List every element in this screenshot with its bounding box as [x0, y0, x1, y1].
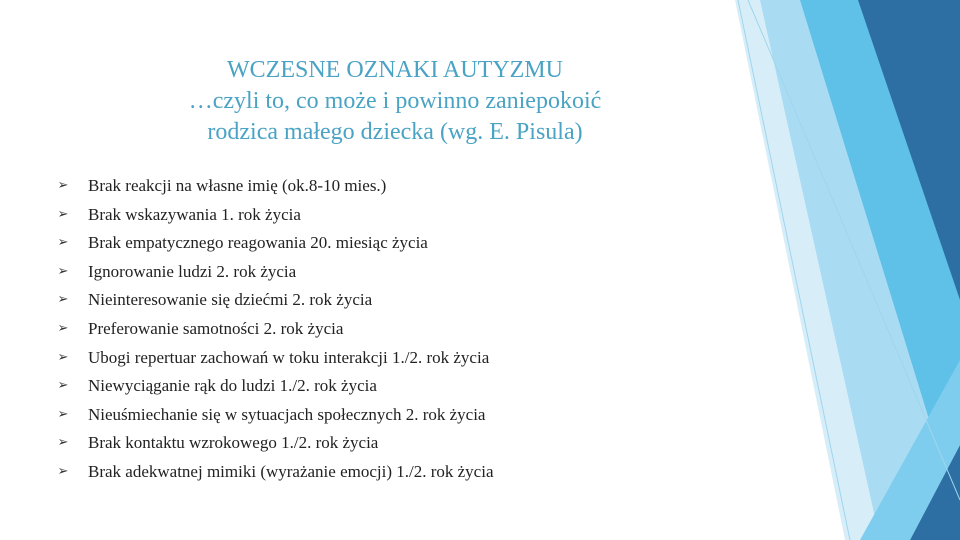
arrow-bullet-icon: ➢ [57, 378, 69, 394]
arrow-bullet-icon: ➢ [57, 206, 69, 222]
bullet-text: Nieuśmiechanie się w sytuacjach społecznych 2. rok życia [88, 404, 486, 424]
bullet-text: Brak reakcji na własne imię (ok.8-10 mies.) [88, 176, 387, 195]
bullet-text: Ubogi repertuar zachowań w toku interakcji 1./2. rok życia [88, 347, 490, 367]
arrow-bullet-icon: ➢ [57, 435, 69, 451]
arrow-bullet-icon: ➢ [57, 292, 69, 308]
bullet-text: Brak adekwatnej mimiki (wyrażanie emocji) 1./2. rok życia [88, 461, 494, 481]
arrow-bullet-icon: ➢ [57, 263, 69, 279]
arrow-bullet-icon: ➢ [57, 463, 69, 479]
arrow-bullet-icon: ➢ [57, 349, 69, 365]
arrow-bullet-icon: ➢ [57, 178, 69, 193]
arrow-bullet-icon: ➢ [57, 320, 69, 336]
bullet-text: Brak empatycznego reagowania 20. miesiąc życia [88, 233, 428, 253]
bullet-text: Niewyciąganie rąk do ludzi 1./2. rok życia [88, 376, 377, 396]
title-line-2: …czyli to, co może i powinno zaniepokoić [188, 88, 602, 114]
slide-title [95, 55, 695, 148]
bullet-text: Brak kontaktu wzrokowego 1./2. rok życia [88, 433, 379, 453]
title-line-3: rodzica małego dziecka (wg. E. Pisula) [207, 119, 583, 145]
arrow-bullet-icon: ➢ [57, 406, 69, 422]
bullet-text: Brak wskazywania 1. rok życia [88, 204, 301, 224]
arrow-bullet-icon: ➢ [57, 235, 69, 251]
bullet-text: Ignorowanie ludzi 2. rok życia [88, 261, 297, 281]
title-line-1: WCZESNE OZNAKI AUTYZMU [227, 57, 563, 83]
bullet-text: Preferowanie samotności 2. rok życia [88, 318, 344, 338]
bullet-text: Nieinteresowanie się dziećmi 2. rok życia [88, 290, 373, 310]
